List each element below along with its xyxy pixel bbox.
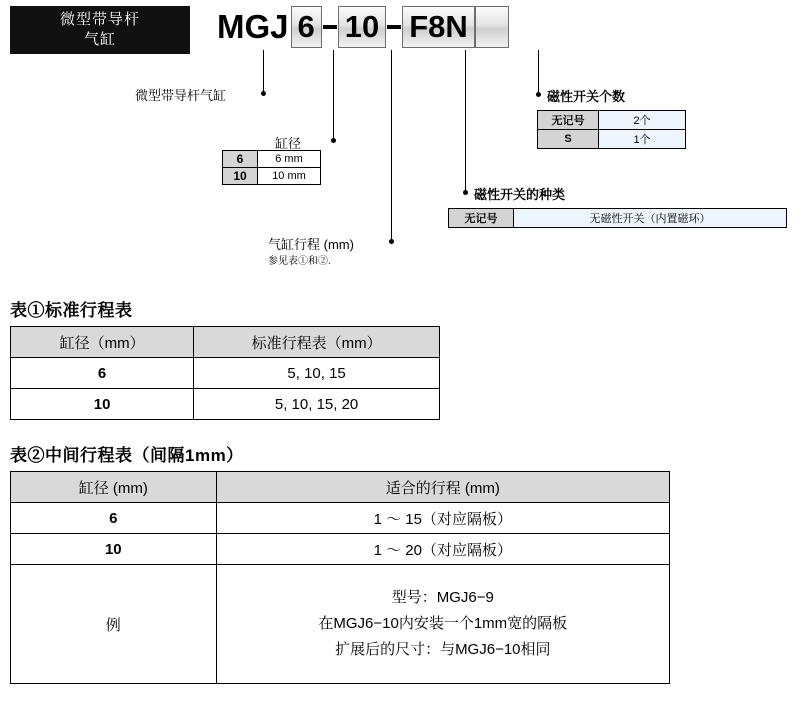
table1-bore-0: 6 bbox=[11, 358, 194, 389]
table1-strokes-0: 5, 10, 15 bbox=[194, 358, 440, 389]
switch-count-key-0: 无记号 bbox=[538, 111, 599, 130]
bore-option-table bbox=[222, 150, 321, 185]
table-row bbox=[538, 130, 686, 149]
bore-value-0: 6 mm bbox=[258, 151, 321, 168]
callout-stroke-label: 气缸行程 (mm) bbox=[268, 237, 354, 252]
model-code-prefix: MGJ bbox=[217, 8, 289, 45]
table-row bbox=[11, 565, 670, 684]
switch-type-key-0: 无记号 bbox=[449, 209, 514, 228]
table-row bbox=[223, 168, 321, 185]
bore-value-1: 10 mm bbox=[258, 168, 321, 185]
product-title-line1: 微型带导杆 bbox=[59, 11, 140, 28]
table2-title: 表②中间行程表（间隔1mm） bbox=[10, 446, 244, 465]
code-dash-1 bbox=[323, 25, 337, 29]
callout-switch-type-label: 磁性开关的种类 bbox=[474, 187, 566, 202]
table2-header-0: 缸径 (mm) bbox=[11, 472, 217, 503]
callout-bore-label: 缸径 bbox=[275, 136, 302, 151]
table2-example-line2: 在MGJ6−10内安装一个1mm宽的隔板 bbox=[318, 615, 568, 632]
switch-count-key-1: S bbox=[538, 130, 599, 149]
product-title-box bbox=[10, 6, 190, 54]
bore-key-0: 6 bbox=[223, 151, 258, 168]
table-header-row bbox=[11, 327, 440, 358]
model-code-stroke: 10 bbox=[338, 6, 386, 48]
table-row bbox=[538, 111, 686, 130]
table2-header-1: 适合的行程 (mm) bbox=[216, 472, 669, 503]
table-row bbox=[11, 503, 670, 534]
model-code-switch: F8N bbox=[402, 6, 475, 48]
standard-stroke-table bbox=[10, 326, 440, 420]
model-code-bore: 6 bbox=[291, 6, 322, 48]
table2-strokes-0: 1 ～ 15（对应隔板） bbox=[216, 503, 669, 534]
table1-header-1: 标准行程表（mm） bbox=[194, 327, 440, 358]
table-row bbox=[11, 358, 440, 389]
callout-stroke-line bbox=[391, 50, 392, 241]
table2-strokes-1: 1 ～ 20（对应隔板） bbox=[216, 534, 669, 565]
table1-title: 表①标准行程表 bbox=[10, 301, 133, 320]
table2-example-cell bbox=[216, 565, 669, 684]
table2-bore-1: 10 bbox=[11, 534, 217, 565]
table-row bbox=[449, 209, 787, 228]
table2-example-line3: 扩展后的尺寸：与MGJ6−10相同 bbox=[335, 641, 551, 658]
model-code-row bbox=[215, 4, 509, 50]
table1-strokes-1: 5, 10, 15, 20 bbox=[194, 389, 440, 420]
table-row bbox=[11, 534, 670, 565]
callout-switch-count-line bbox=[538, 50, 539, 94]
intermediate-stroke-table bbox=[10, 471, 670, 684]
callout-product-name: 微型带导杆气缸 bbox=[135, 88, 227, 103]
product-title-line2: 气缸 bbox=[83, 31, 116, 48]
table2-example-label: 例 bbox=[11, 565, 217, 684]
table1-bore-1: 10 bbox=[11, 389, 194, 420]
callout-switch-type-line bbox=[465, 50, 466, 192]
callout-switch-count-label: 磁性开关个数 bbox=[547, 89, 626, 104]
callout-bore-line bbox=[333, 50, 334, 140]
table-header-row bbox=[11, 472, 670, 503]
switch-count-value-1: 1个 bbox=[599, 130, 686, 149]
table2-bore-0: 6 bbox=[11, 503, 217, 534]
model-code-blank bbox=[475, 6, 509, 48]
code-dash-2 bbox=[387, 25, 401, 29]
switch-type-value-0: 无磁性开关（内置磁环） bbox=[514, 209, 787, 228]
bore-key-1: 10 bbox=[223, 168, 258, 185]
callout-stroke-note: 参见表①和②. bbox=[268, 256, 331, 267]
table-row bbox=[11, 389, 440, 420]
switch-count-value-0: 2个 bbox=[599, 111, 686, 130]
switch-count-table bbox=[537, 110, 686, 149]
callout-product-line bbox=[263, 50, 264, 92]
table1-header-0: 缸径（mm） bbox=[11, 327, 194, 358]
table-row bbox=[223, 151, 321, 168]
switch-type-table bbox=[448, 208, 787, 228]
table2-example-line1: 型号：MGJ6−9 bbox=[391, 589, 494, 606]
